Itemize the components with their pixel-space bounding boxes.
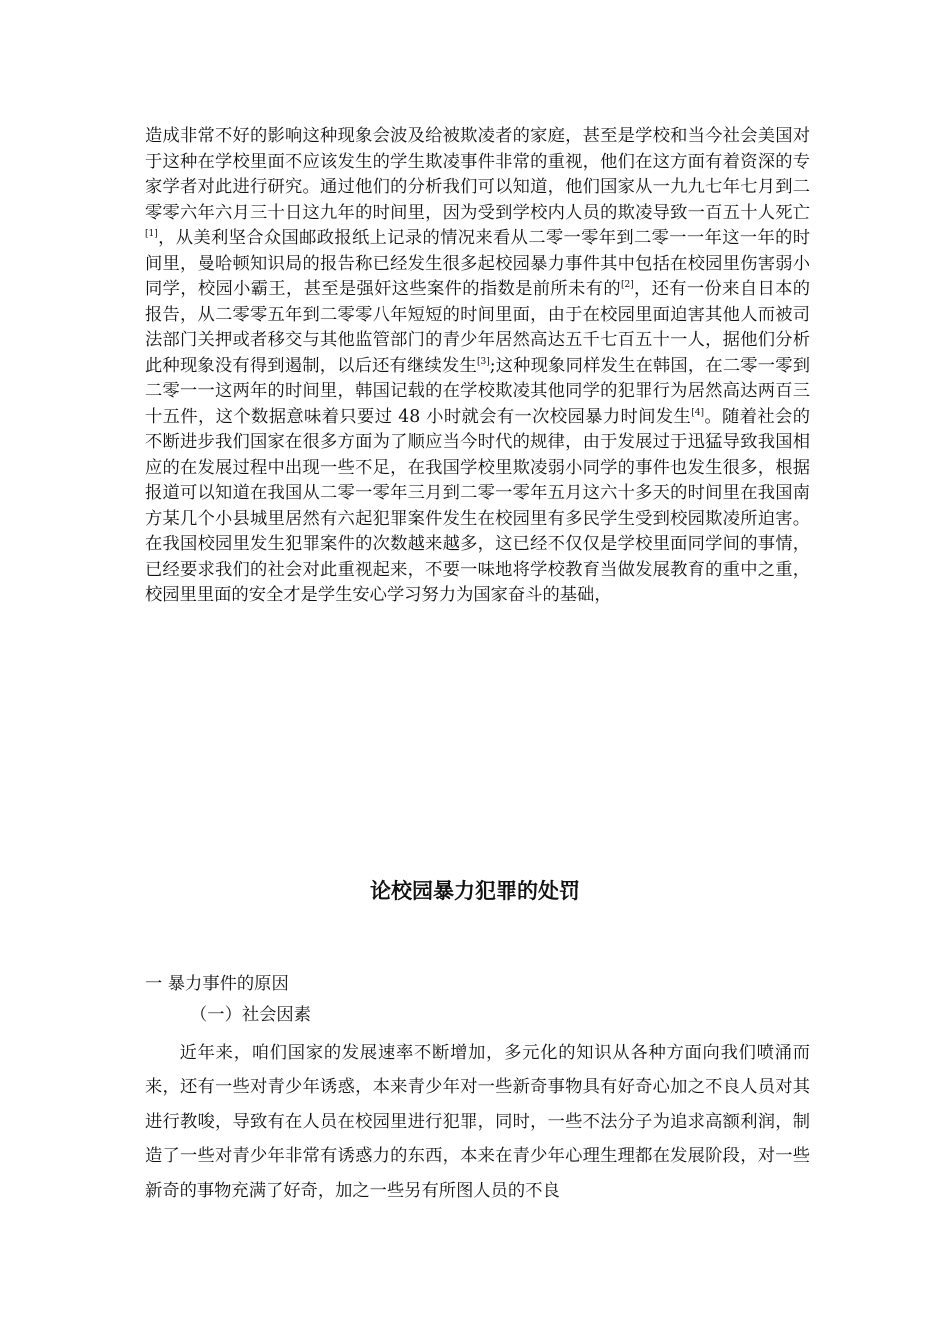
paragraph-text: 。随着社会的不断进步我们国家在很多方面为了顺应当今时代的规律，由于发展过于迅猛导致我国相应的在发展过程中出现一些不足，在我国学校里欺凌弱小同学的事件也发生很多，根据报道可以知道在我国从二零一零年三月到二零一零年五月这六十多天的时间里在我国南方某几个小县城里居然有六起犯罪案件发生在校园里有多民学生受到校园欺凌所迫害。在我国校园里发生犯罪案件的次数越来越多，这已经不仅仅是学校里面同学间的事情，已经要求我们的社会对此重视起来，不要一味地将学校教育当做发展教育的重中之重，校园里里面的安全才是学生安心学习努力为国家奋斗的基础， <box>145 406 810 605</box>
paragraph-text: 造成非常不好的影响这种现象会波及给被欺凌者的家庭，甚至是学校和当今社会美国对于这种在学校里面不应该发生的学生欺凌事件非常的重视，他们在这方面有着资深的专家学者对此进行研究。通过他们的分析我们可以知道，他们国家从一九九七年七月到二零零六年六月三十日这九年的时间里，因为受到学校内人员的欺凌导致一百五十人死亡 <box>145 126 810 223</box>
citation-ref-4: [4] <box>691 407 704 418</box>
paragraph-text: ，还有一份来自日本的报告，从二零零五年到二零零八年短短的时间里面，由于在校园里面迫害其他人而被司法部门关押或者移交与其他监管部门的青少年居然高达五千七百五十一人，据他们分析此种现象没有得到遏制，以后还有继续发生 <box>145 279 810 376</box>
citation-ref-3: [3] <box>476 356 490 367</box>
paragraph-text: ;这种现象同样发生在韩国，在二零一零到二零一一这两年的时间里，韩国记载的在学校欺凌其他同学的犯罪行为居然高达两百三十五件，这个数据意味着只要过 48 小时就会有一次校园暴力时间发生 <box>145 355 810 427</box>
body-paragraph-2: 近年来，咱们国家的发展速率不断增加，多元化的知识从各种方面向我们喷涌而来，还有一些对青少年诱惑，本来青少年对一些新奇事物具有好奇心加之不良人员对其进行教唆，导致有在人员在校园里进行犯罪，同时，一些不法分子为追求高额利润，制造了一些对青少年非常有诱惑力的东西，本来在青少年心理生理都在发展阶段，对一些新奇的事物充满了好奇，加之一些另有所图人员的不良 <box>145 1043 810 1201</box>
citation-ref-2: [2] <box>620 280 634 291</box>
subsection-heading: （一）社会因素 <box>190 1005 311 1025</box>
paragraph-text: ，从美利坚合众国邮政报纸上记录的情况来看从二零一零年到二零一一年这一年的时间里，曼哈顿知识局的报告称已经发生很多起校园暴力事件其中包括在校园里伤害弱小同学，校园小霸王，甚至是强奸这些案件的指数是前所未有的 <box>145 228 810 299</box>
body-paragraph-1 <box>145 124 810 609</box>
document-title: 论校园暴力犯罪的处罚 <box>370 879 580 903</box>
citation-ref-1: [1] <box>145 229 158 240</box>
section-heading: 一 暴力事件的原因 <box>145 974 289 994</box>
